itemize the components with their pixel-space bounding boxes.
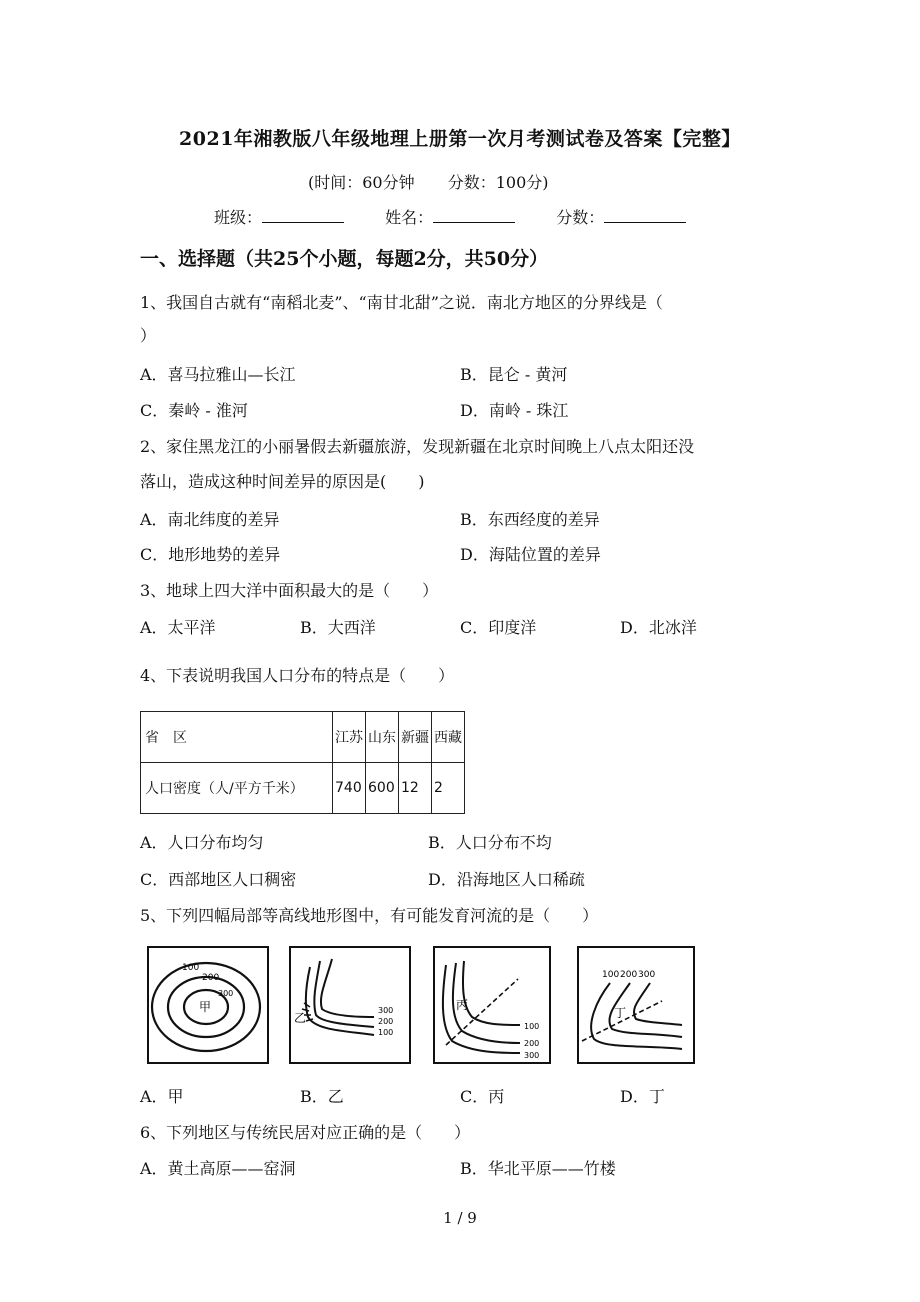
table-row <box>141 763 465 814</box>
q5-option-c[interactable]: C．丙 <box>460 1087 505 1106</box>
exam-meta <box>308 170 577 193</box>
map-label: 300 <box>378 1006 394 1015</box>
contour-map-yi <box>290 947 410 1063</box>
name-blank[interactable] <box>433 208 515 223</box>
contour-maps <box>146 945 706 1067</box>
q6-option-b[interactable]: B．华北平原——竹楼 <box>460 1159 616 1178</box>
q5-option-d[interactable]: D．丁 <box>620 1087 665 1106</box>
q3-option-d[interactable]: D．北冰洋 <box>620 618 697 637</box>
table-cell: 山东 <box>366 712 399 763</box>
table-cell: 西藏 <box>432 712 465 763</box>
map-label: 100 <box>524 1022 540 1031</box>
question-4: 4、下表说明我国人口分布的特点是（ ） <box>140 666 455 685</box>
q4-option-b[interactable]: B．人口分布不均 <box>428 833 552 852</box>
contour-map-ding <box>578 947 694 1063</box>
q3-option-a[interactable]: A．太平洋 <box>140 618 216 637</box>
class-blank[interactable] <box>262 208 344 223</box>
table-cell: 新疆 <box>399 712 432 763</box>
question-2-cont: 落山，造成这种时间差异的原因是( ) <box>140 472 425 491</box>
q1-option-d[interactable]: D．南岭 - 珠江 <box>460 401 569 420</box>
q5-option-b[interactable]: B．乙 <box>300 1087 344 1106</box>
q3-option-c[interactable]: C．印度洋 <box>460 618 537 637</box>
map-label: 300 <box>218 989 234 998</box>
question-1: 1、我国自古就有“南稻北麦”、“南甘北甜”之说．南北方地区的分界线是（ <box>140 293 663 312</box>
map-label: 200 <box>620 970 638 980</box>
map-label-bing: 丙 <box>456 998 469 1012</box>
map-label: 300 <box>524 1051 540 1060</box>
score-blank[interactable] <box>604 208 686 223</box>
q4-option-c[interactable]: C．西部地区人口稠密 <box>140 870 297 889</box>
section-heading: 一、选择题（共25个小题，每题2分，共50分） <box>140 248 549 270</box>
question-6: 6、下列地区与传统民居对应正确的是（ ） <box>140 1123 471 1142</box>
question-1-cont: ） <box>140 326 157 345</box>
q1-option-c[interactable]: C．秦岭 - 淮河 <box>140 401 248 420</box>
table-cell: 人口密度（人/平方千米） <box>141 763 333 814</box>
map-label: 100 <box>378 1028 394 1037</box>
question-5: 5、下列四幅局部等高线地形图中，有可能发育河流的是（ ） <box>140 906 599 925</box>
table-cell: 江苏 <box>333 712 366 763</box>
class-field[interactable]: 班级： <box>214 205 344 228</box>
score-field[interactable]: 分数： <box>556 205 686 228</box>
page-number: 1 / 9 <box>443 1209 477 1227</box>
population-table <box>140 711 465 814</box>
table-cell: 740 <box>333 763 366 814</box>
q2-option-d[interactable]: D．海陆位置的差异 <box>460 545 601 564</box>
map-label: 100 <box>182 963 200 973</box>
q2-option-b[interactable]: B．东西经度的差异 <box>460 510 600 529</box>
table-cell: 12 <box>399 763 432 814</box>
map-label-jia: 甲 <box>199 1000 212 1014</box>
table-cell: 600 <box>366 763 399 814</box>
q1-option-b[interactable]: B．昆仑 - 黄河 <box>460 365 568 384</box>
q2-option-a[interactable]: A．南北纬度的差异 <box>140 510 280 529</box>
table-header-row <box>141 712 465 763</box>
map-label: 300 <box>638 970 656 980</box>
map-label-yi: 乙 <box>294 1011 307 1025</box>
score-label: 分数：100分) <box>447 173 549 192</box>
q4-option-d[interactable]: D．沿海地区人口稀疏 <box>428 870 585 889</box>
table-cell: 2 <box>432 763 465 814</box>
table-cell: 省 区 <box>141 712 333 763</box>
student-fields <box>214 205 686 228</box>
map-label: 200 <box>378 1017 394 1026</box>
q2-option-c[interactable]: C．地形地势的差异 <box>140 545 281 564</box>
q6-option-a[interactable]: A．黄土高原——窑洞 <box>140 1159 296 1178</box>
map-label-ding: 丁 <box>614 1006 627 1020</box>
map-label: 200 <box>202 973 220 983</box>
contour-map-bing <box>434 947 550 1063</box>
q1-option-a[interactable]: A．喜马拉雅山—长江 <box>140 365 296 384</box>
document-title: 2021年湘教版八年级地理上册第一次月考测试卷及答案【完整】 <box>179 128 741 150</box>
map-label: 100 <box>602 970 620 980</box>
question-3: 3、地球上四大洋中面积最大的是（ ） <box>140 581 439 600</box>
map-label: 200 <box>524 1039 540 1048</box>
time-label: (时间：60分钟 <box>308 173 415 192</box>
name-field[interactable]: 姓名： <box>385 205 515 228</box>
q4-option-a[interactable]: A．人口分布均匀 <box>140 833 264 852</box>
contour-map-jia <box>148 947 268 1063</box>
q5-option-a[interactable]: A．甲 <box>140 1087 184 1106</box>
q3-option-b[interactable]: B．大西洋 <box>300 618 376 637</box>
question-2: 2、家住黑龙江的小丽暑假去新疆旅游，发现新疆在北京时间晚上八点太阳还没 <box>140 437 695 456</box>
